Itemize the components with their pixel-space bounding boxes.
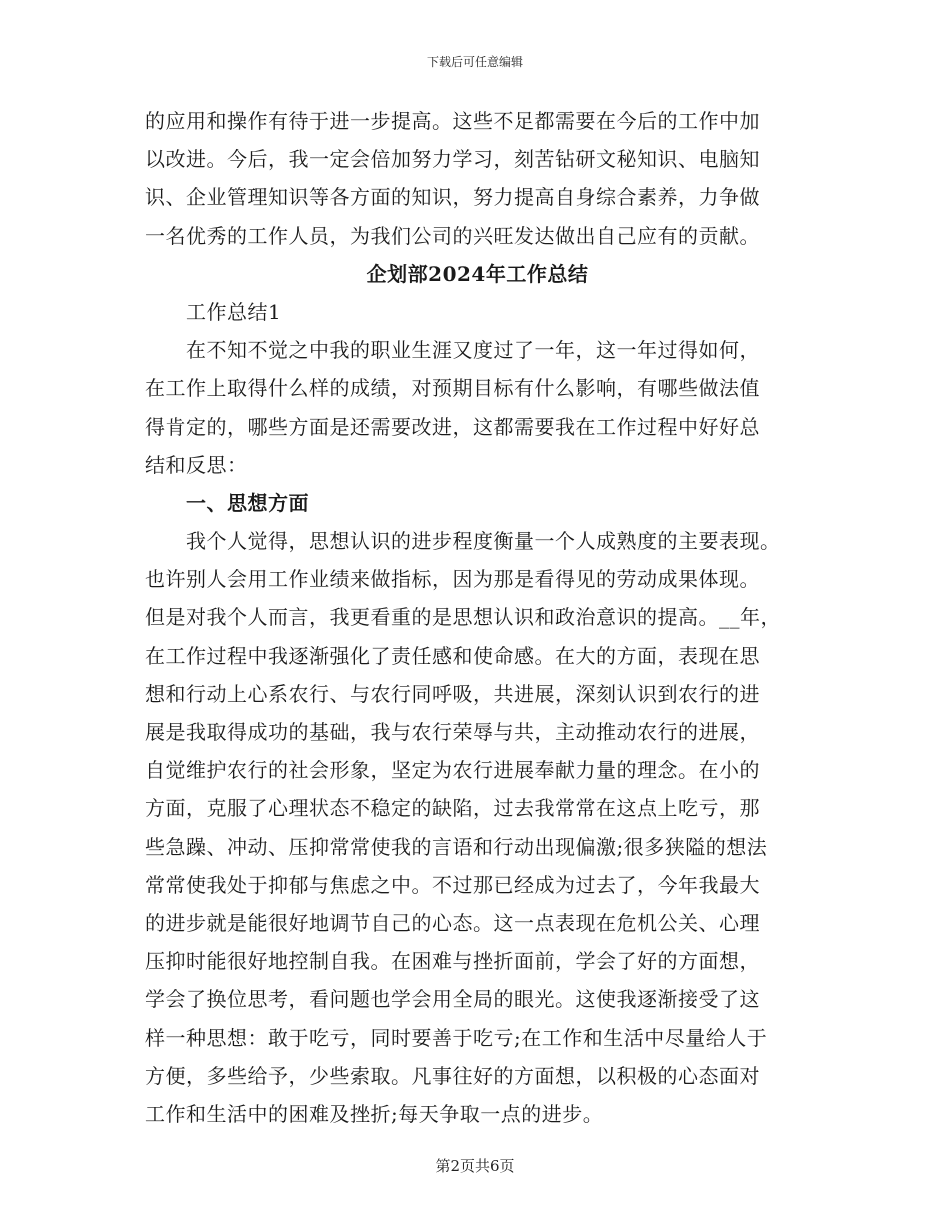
paragraph-line: 自觉维护农行的社会形象，坚定为农行进展奉献力量的理念。在小的: [145, 758, 760, 783]
subtitle: 工作总结1: [186, 299, 282, 324]
paragraph-line: 一名优秀的工作人员，为我们公司的兴旺发达做出自己应有的贡献。: [145, 223, 760, 248]
header-note: 下载后可任意编辑: [426, 55, 523, 69]
paragraph-line: 压抑时能很好地控制自我。在困难与挫折面前，学会了好的方面想，: [145, 949, 760, 974]
paragraph-line: 常常使我处于抑郁与焦虑之中。不过那已经成为过去了，今年我最大: [145, 872, 760, 897]
paragraph-line: 的应用和操作有待于进一步提高。这些不足都需要在今后的工作中加: [145, 109, 760, 133]
paragraph-line: 也许别人会用工作业绩来做指标，因为那是看得见的劳动成果体现。: [145, 567, 760, 592]
paragraph-line: 展是我取得成功的基础，我与农行荣辱与共，主动推动农行的进展，: [145, 720, 760, 744]
page-number-footer: 第2页共6页: [435, 1157, 515, 1175]
paragraph-line: 在不知不觉之中我的职业生涯又度过了一年，这一年过得如何，: [186, 338, 760, 363]
document-body: [145, 102, 810, 1133]
paragraph-line: 的进步就是能很好地调节自己的心态。这一点表现在危机公关、心理: [145, 910, 760, 935]
paragraph-line: 结和反思：: [145, 452, 248, 477]
paragraph-line: 以改进。今后，我一定会倍加努力学习，刻苦钻研文秘知识、电脑知: [145, 147, 760, 172]
paragraph-line: 但是对我个人而言，我更看重的是思想认识和政治意识的提高。__年，: [145, 605, 781, 630]
paragraph-line: 方面，克服了心理状态不稳定的缺陷，过去我常常在这点上吃亏，那: [145, 796, 760, 821]
paragraph-line: 工作和生活中的困难及挫折;每天争取一点的进步。: [145, 1101, 604, 1126]
paragraph-line: 样一种思想：敢于吃亏，同时要善于吃亏;在工作和生活中尽量给人于: [145, 1025, 768, 1050]
paragraph-line: 方便，多些给予，少些索取。凡事往好的方面想，以积极的心态面对: [145, 1063, 760, 1088]
paragraph-line: 学会了换位思考，看问题也学会用全局的眼光。这使我逐渐接受了这: [145, 987, 760, 1012]
paragraph-line: 在工作上取得什么样的成绩，对预期目标有什么影响，有哪些做法值: [145, 376, 760, 401]
section-heading: 一、思想方面: [186, 490, 309, 515]
paragraph-line: 在工作过程中我逐渐强化了责任感和使命感。在大的方面，表现在思: [145, 643, 760, 668]
paragraph-line: 些急躁、冲动、压抑常常使我的言语和行动出现偏激;很多狭隘的想法: [145, 834, 768, 859]
paragraph-line: 识、企业管理知识等各方面的知识，努力提高自身综合素养，力争做: [145, 185, 760, 210]
paragraph-line: 想和行动上心系农行、与农行同呼吸，共进展，深刻认识到农行的进: [145, 681, 760, 706]
document-title: 企划部2024年工作总结: [366, 261, 589, 286]
paragraph-line: 我个人觉得，思想认识的进步程度衡量一个人成熟度的主要表现。: [186, 529, 781, 554]
paragraph-line: 得肯定的，哪些方面是还需要改进，这都需要我在工作过程中好好总: [145, 414, 760, 439]
